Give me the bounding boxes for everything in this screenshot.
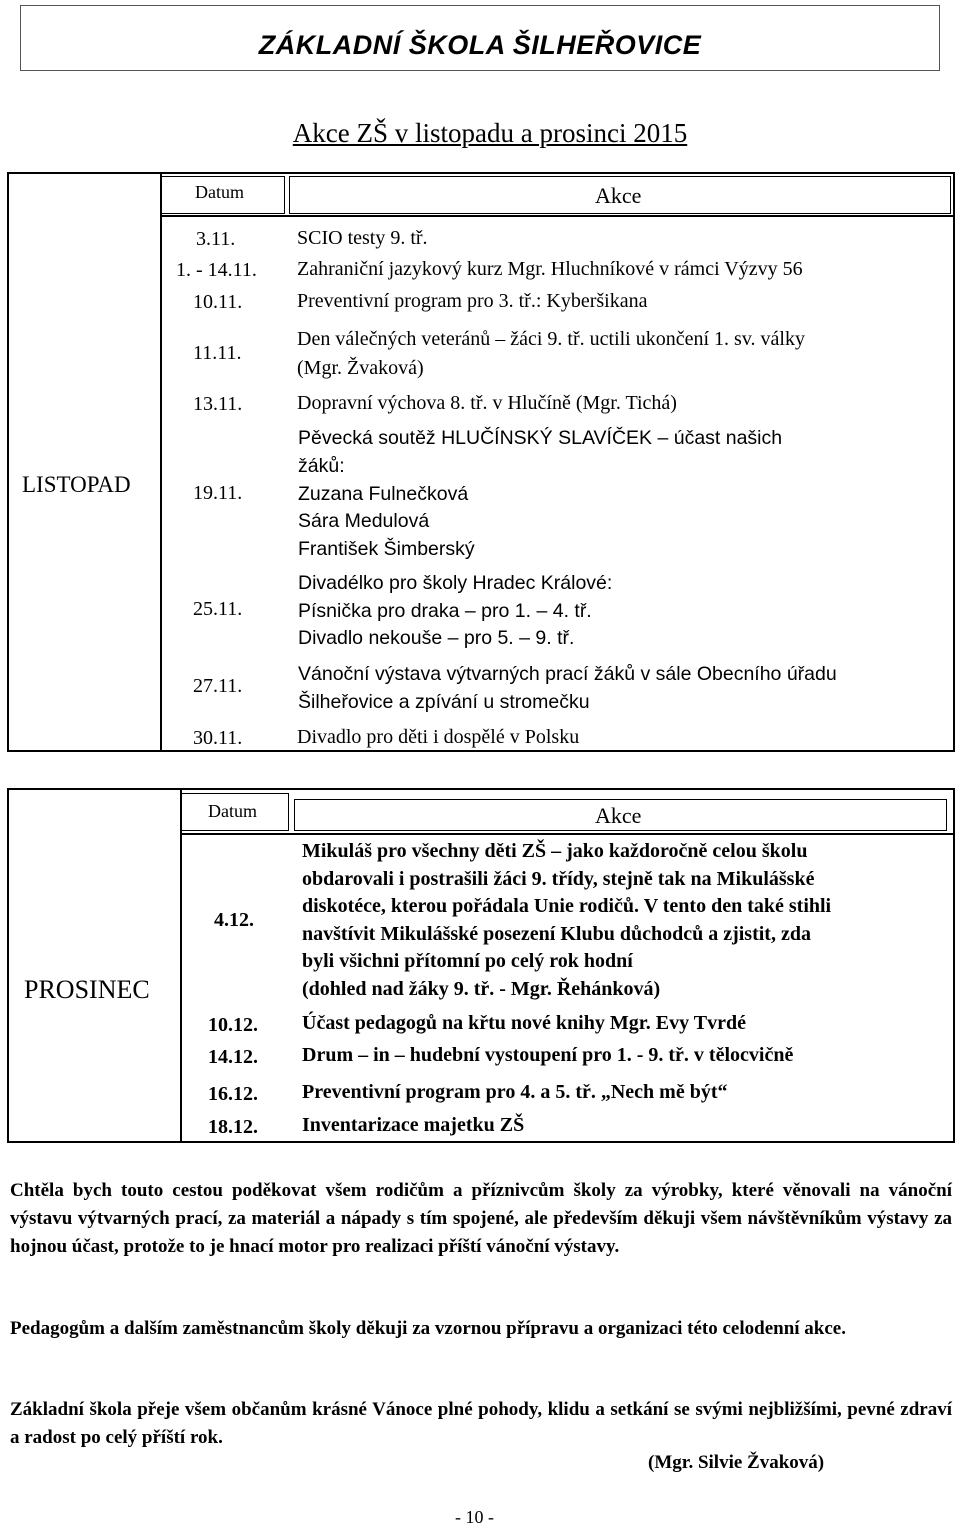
dec-event: diskotéce, kterou pořádala Unie rodičů. V tento den také stihli (302, 895, 832, 917)
december-month-label: PROSINEC (24, 975, 150, 1004)
dec-event: (dohled nad žáky 9. tř. - Mgr. Řehánková) (302, 978, 661, 1000)
nov-event: Šilheřovice a zpívání u stromečku (298, 691, 590, 713)
closing-paragraph-1: Chtěla bych touto cestou poděkovat všem rodičům a příznivcům školy za výrobky, které věnovali na vánoční výstavu výtvarných prací, za materiál a nápady s tím spojené, ale především děkuji všem návštěvníkům výstavy za hojnou účast, protože to je hnací motor pro realizaci příští vánoční výstavy. (10, 1180, 952, 1257)
nov-event: žáků: (298, 455, 345, 477)
nov-event: Zahraniční jazykový kurz Mgr. Hluchníkové v rámci Výzvy 56 (297, 258, 803, 280)
nov-date: 27.11. (193, 675, 243, 697)
december-header-rule (180, 833, 955, 835)
november-col-event: Akce (595, 183, 642, 208)
dec-event: byli všichni přítomní po celý rok hodní (302, 950, 633, 972)
dec-event: navštívit Mikulášské posezení Klubu důchodců a zjistit, zda (302, 923, 811, 945)
nov-event: Pěvecká soutěž HLUČÍNSKÝ SLAVÍČEK – účast našich (298, 427, 783, 449)
december-col-date: Datum (208, 801, 257, 821)
nov-date: 30.11. (193, 727, 243, 749)
nov-date: 11.11. (193, 342, 242, 364)
nov-date: 19.11. (193, 482, 243, 504)
page-number: - 10 - (455, 1507, 494, 1527)
nov-event: Den válečných veteránů – žáci 9. tř. uctili ukončení 1. sv. války (297, 328, 805, 350)
closing-paragraph-3: Základní škola přeje všem občanům krásné Vánoce plné pohody, klidu a setkání se svými nejbližšími, pevné zdraví a radost po celý příští rok. (10, 1399, 952, 1448)
nov-event: Písnička pro draka – pro 1. – 4. tř. (298, 600, 592, 622)
closing-paragraph-2: Pedagogům a dalším zaměstnancům školy děkuji za vzornou přípravu a organizaci této celodenní akce. (10, 1318, 846, 1339)
school-name: ZÁKLADNÍ ŠKOLA ŠILHEŘOVICE (258, 30, 702, 60)
nov-event: Preventivní program pro 3. tř.: Kyberšikana (297, 290, 648, 312)
december-month-divider (180, 788, 182, 1143)
dec-event: Účast pedagogů na křtu nové knihy Mgr. Evy Tvrdé (302, 1012, 746, 1034)
nov-event: (Mgr. Žvaková) (297, 357, 424, 379)
nov-event: SCIO testy 9. tř. (297, 227, 428, 249)
nov-event: Zuzana Fulnečková (298, 483, 469, 505)
dec-event: Inventarizace majetku ZŠ (302, 1114, 525, 1136)
dec-event: Drum – in – hudební vystoupení pro 1. - 9. tř. v tělocvičně (302, 1044, 794, 1066)
november-header-rule (160, 215, 955, 217)
nov-event: Vánoční výstava výtvarných prací žáků v sále Obecního úřadu (298, 663, 837, 685)
nov-date: 25.11. (193, 598, 243, 620)
nov-date: 13.11. (193, 393, 243, 415)
november-month-divider (160, 172, 162, 752)
signature: (Mgr. Silvie Žvaková) (648, 1452, 825, 1473)
nov-date: 3.11. (196, 228, 236, 250)
november-month-label: LISTOPAD (22, 472, 131, 497)
nov-event: Sára Medulová (298, 510, 430, 532)
dec-event: obdarovali i postrašili žáci 9. třídy, stejně tak na Mikulášské (302, 868, 815, 890)
december-col-event: Akce (595, 803, 642, 828)
dec-date: 16.12. (208, 1083, 258, 1105)
nov-event: Divadlo pro děti i dospělé v Polsku (297, 726, 580, 748)
dec-date: 14.12. (208, 1046, 258, 1068)
dec-date: 4.12. (214, 909, 254, 931)
dec-date: 18.12. (208, 1116, 258, 1138)
document-title: Akce ZŠ v listopadu a prosinci 2015 (292, 118, 688, 148)
nov-event: Dopravní výchova 8. tř. v Hlučíně (Mgr. Tichá) (297, 392, 677, 414)
nov-event: František Šimberský (298, 538, 475, 560)
november-col-date: Datum (195, 182, 244, 202)
dec-date: 10.12. (208, 1014, 258, 1036)
nov-event: Divadélko pro školy Hradec Králové: (298, 572, 613, 594)
nov-date: 1. - 14.11. (176, 259, 257, 281)
nov-date: 10.11. (193, 291, 243, 313)
dec-event: Preventivní program pro 4. a 5. tř. „Nech mě být“ (302, 1081, 728, 1103)
dec-event: Mikuláš pro všechny děti ZŠ – jako každoročně celou školu (302, 840, 808, 862)
nov-event: Divadlo nekouše – pro 5. – 9. tř. (298, 627, 575, 649)
